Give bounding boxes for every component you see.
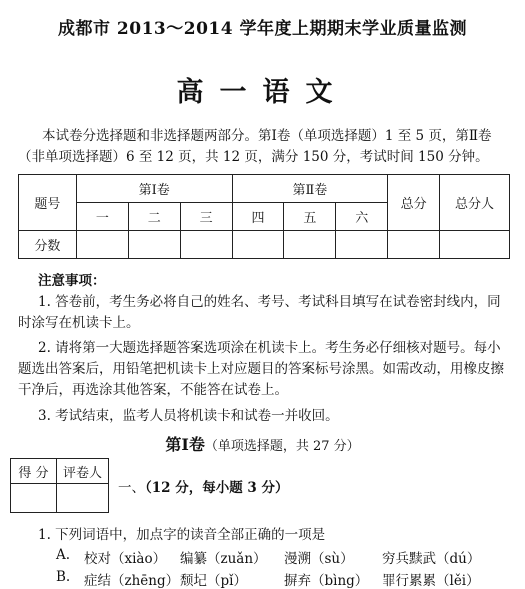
- option-word: 校对（xiào）: [84, 551, 167, 567]
- section-header: 五: [284, 203, 336, 231]
- section-header: 三: [180, 203, 232, 231]
- exam-header-title: 成都市 2013～2014 学年度上期期末学业质量监测: [58, 19, 467, 39]
- section-header: 六: [336, 203, 388, 231]
- section-header: 一: [76, 203, 128, 231]
- option-word: 症结（zhēng）: [84, 573, 180, 589]
- section-one-prefix: 一、: [118, 480, 145, 496]
- score-cell: [232, 231, 284, 259]
- option-word: 漫溯（sù）: [284, 551, 354, 567]
- option-letter: A.: [56, 547, 71, 563]
- part1-subtitle: （单项选择题，共 27 分）: [204, 439, 360, 454]
- grader-score-cell: [11, 484, 57, 513]
- section-header: 二: [128, 203, 180, 231]
- section-one-heading: [118, 476, 289, 496]
- section-header: 四: [232, 203, 284, 231]
- part1-heading: [0, 432, 525, 455]
- total-grader-cell: [440, 231, 510, 259]
- score-cell: [180, 231, 232, 259]
- score-table: [18, 174, 510, 259]
- grader-score-label: 得 分: [11, 459, 57, 484]
- grader-box: [10, 458, 109, 513]
- question-number-label: 题号: [19, 175, 77, 231]
- part2-header: 第Ⅱ卷: [232, 175, 388, 203]
- question-1-stem: 1. 下列词语中，加点字的读音全部正确的一项是: [38, 527, 326, 543]
- part1-title: 第Ⅰ卷: [165, 435, 205, 454]
- notice-item: 1. 答卷前，考生务必将自己的姓名、考号、考试科目填写在试卷密封线内，同时涂写在机读卡上。: [18, 294, 501, 331]
- subject-title: 高一语文: [176, 77, 349, 108]
- option-word: 颓圮（pǐ）: [180, 573, 247, 589]
- part1-header: 第Ⅰ卷: [76, 175, 232, 203]
- grader-name-cell: [57, 484, 109, 513]
- total-grader-label: 总分人: [440, 175, 510, 231]
- notice-item: 2. 请将第一大题选择题答案选项涂在机读卡上。考生务必仔细核对题号。每小题选出答案后，用铅笔把机读卡上对应题目的答案标号涂黑。如需改动，用橡皮擦干净后，再选涂其他答案，不能答在试卷上。: [18, 340, 504, 398]
- notice-title: 注意事项：: [38, 273, 106, 289]
- option-word: 罪行累累（lěi）: [382, 573, 480, 589]
- option-word: 穷兵黩武（dú）: [382, 551, 481, 567]
- score-cell: [336, 231, 388, 259]
- total-score-label: 总分: [388, 175, 440, 231]
- option-word: 编纂（zuǎn）: [180, 551, 267, 567]
- score-row-label: 分数: [19, 231, 77, 259]
- grader-name-label: 评卷人: [57, 459, 109, 484]
- score-cell: [284, 231, 336, 259]
- total-score-cell: [388, 231, 440, 259]
- score-cell: [128, 231, 180, 259]
- section-one-text: （12 分，每小题 3 分）: [145, 480, 289, 496]
- option-letter: B.: [56, 569, 71, 585]
- notice-item: 3. 考试结束，监考人员将机读卡和试卷一并收回。: [38, 408, 339, 424]
- option-word: 摒弃（bìng）: [284, 573, 369, 589]
- score-cell: [76, 231, 128, 259]
- intro-paragraph: 本试卷分选择题和非选择题两部分。第Ⅰ卷（单项选择题）1 至 5 页，第Ⅱ卷（非单项选择题）6 至 12 页，共 12 页，满分 150 分，考试时间 150 分钟。: [18, 128, 492, 165]
